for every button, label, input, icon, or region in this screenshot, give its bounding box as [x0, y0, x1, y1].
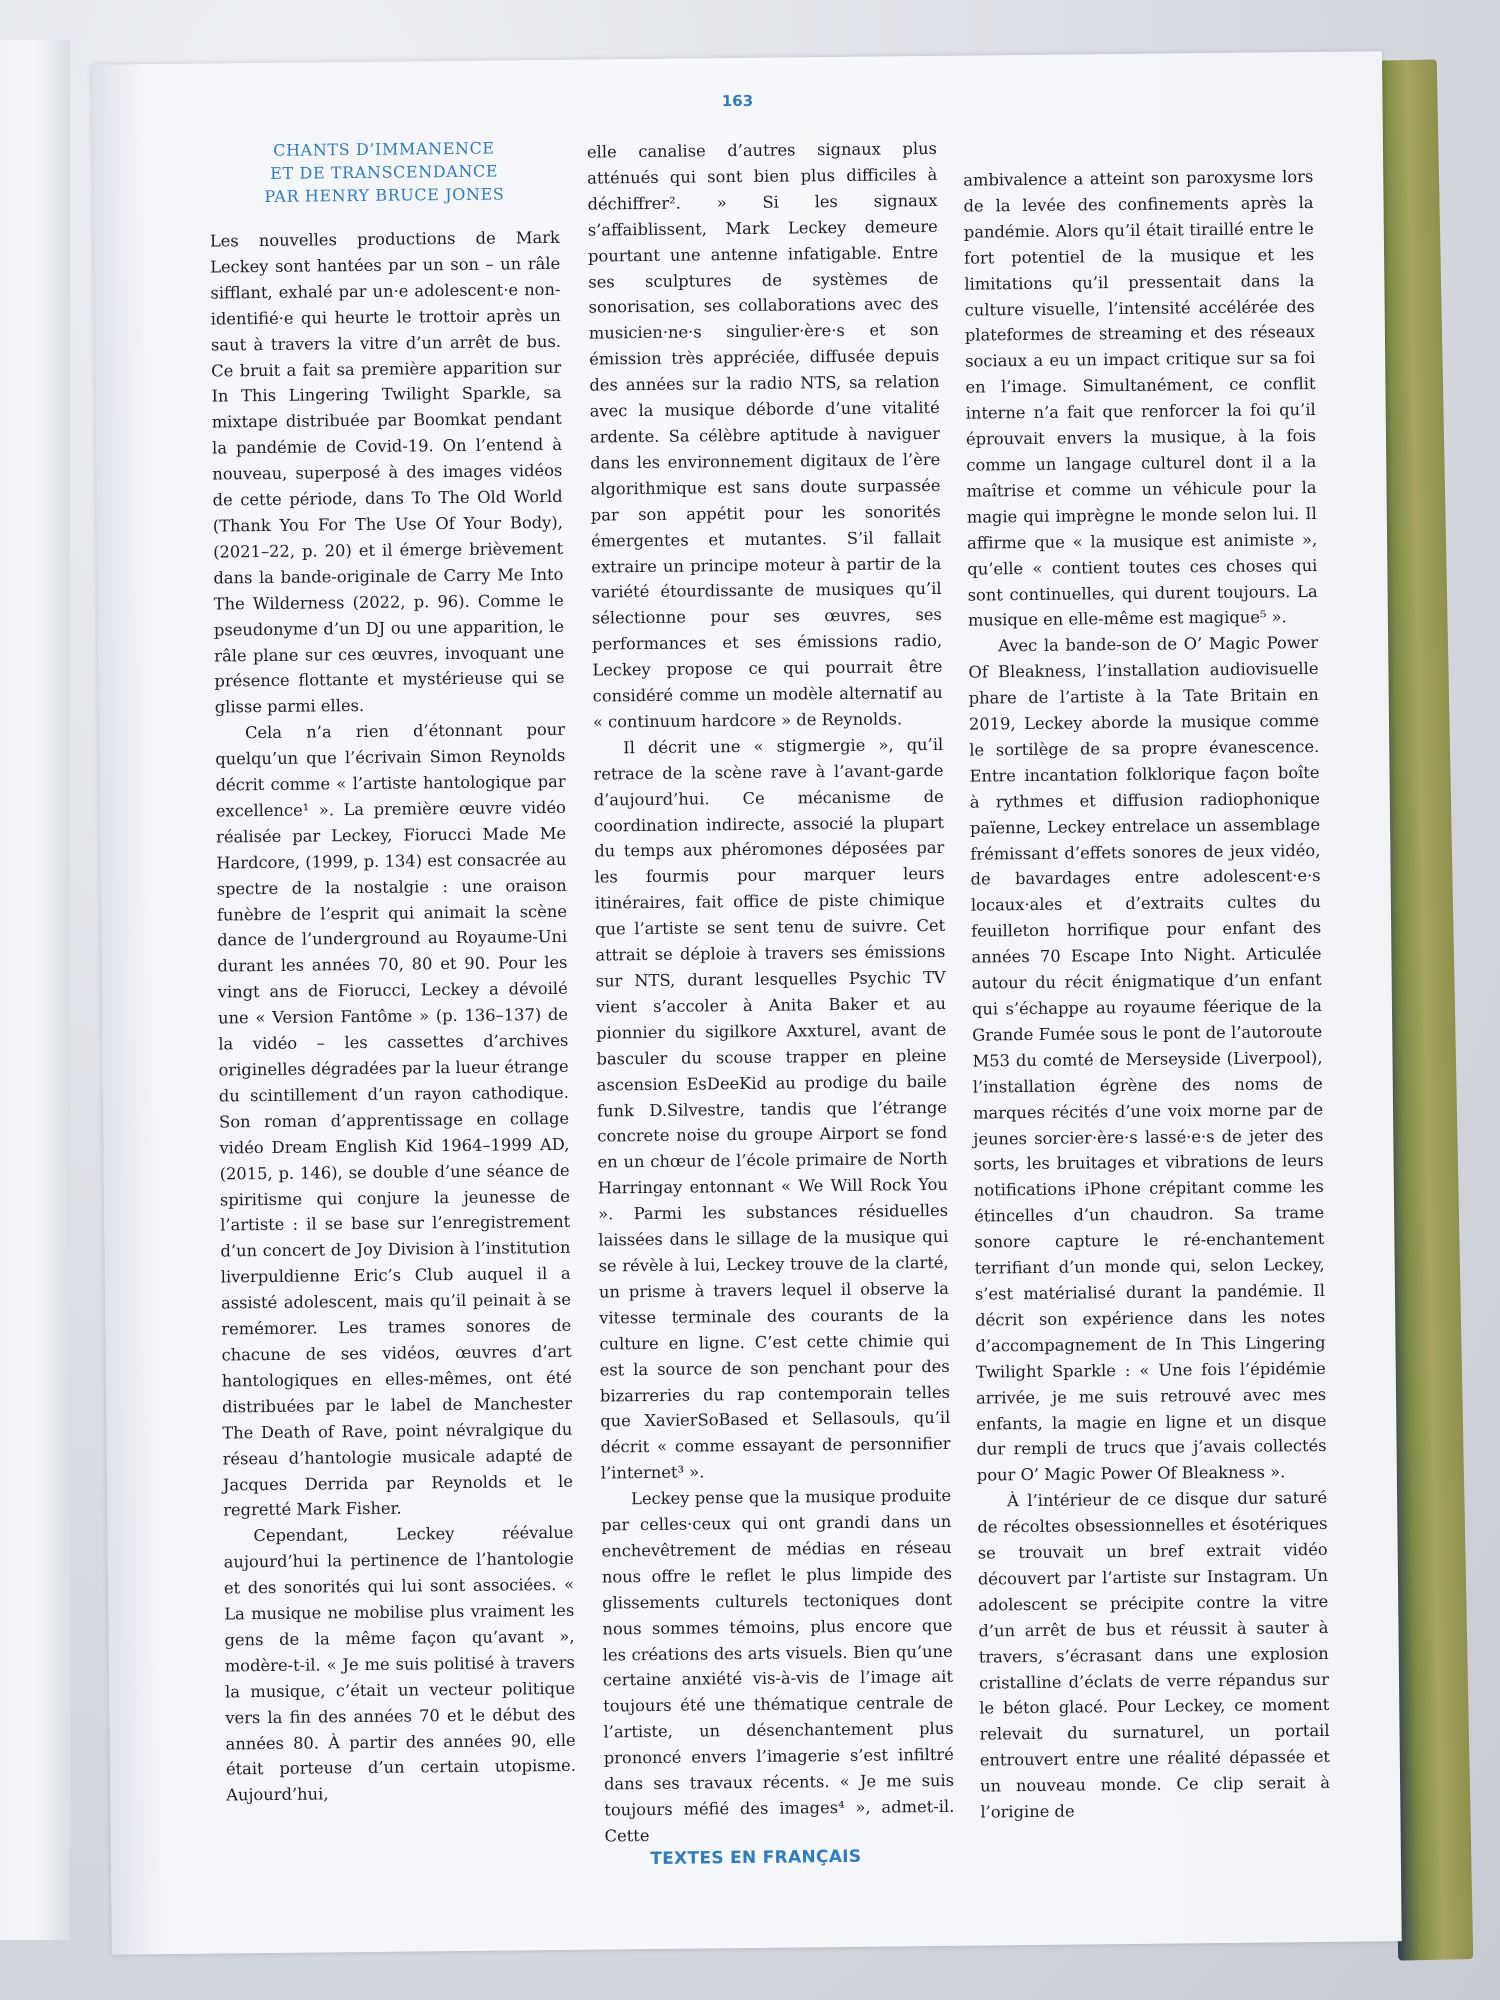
heading-line-2: ET DE TRANSCENDANCE — [270, 161, 499, 183]
paragraph: elle canalise d’autres signaux plus atténués qui sont bien plus difficiles à déchiffrer². » Si les signaux s’affaiblissent, Mark Leckey demeure pourtant une antenne infatigable. Entre ses sculptures de systèmes de sonorisation, ses collaborations avec des musicien·ne·s singulier·ère·s et son émission très appréciée, diffusée depuis des années sur la radio NTS, sa relation avec la musique déborde d’une vitalité ardente. Sa célèbre aptitude à naviguer dans les environnement digitaux de l’ère algorithmique est sans doute surpassée par son appétit pour les sonorités émergentes et mutantes. S’il fallait extraire un principe moteur à partir de la variété étourdissante de musiques qu’il sélectionne pour ses œuvres, ses performances et ses émissions radio, Leckey propose ce qui pourrait être considéré comme un modèle alternatif au « continuum hardcore » de Reynolds. — [586, 138, 943, 732]
paragraph: Il décrit une « stigmergie », qu’il retrace de la scène rave à l’avant-garde d’aujourd’hui. Ce mécanisme de coordination indirecte, associé la plupart du temps aux phéromones déposées par les fourmis pour marquer leurs itinéraires, fait office de piste chimique que l’artiste se sent tenu de suivre. Cet attrait se déploie à travers ses émissions sur NTS, durant lesquelles Psychic TV vient s’accoler à Anita Baker et au pionnier du sigilkore Axxturel, avant de basculer du scouse trapper en pleine ascension EsDeeKid au prodige du baile funk D.Silvestre, tandis que l’étrange concrete noise du groupe Airport se fond en un chœur de l’école primaire de North Harringay entonnant « We Will Rock You ». Parmi les substances résiduelles laissées dans le sillage de la musique qui se révèle à lui, Leckey trouve de la clarté, un prisme à travers lequel il observe la vitesse terminale des courants de la culture en ligne. C’est cette chimie qui est la source de son penchant pour des bizarreries du rap contemporain telles que XavierSoBased et Sellasouls, qu’il décrit « comme essayant de personnifier l’internet³ ». — [593, 734, 951, 1483]
paragraph: Les nouvelles productions de Mark Leckey sont hantées par un son – un râle sifflant, exhalé par un·e adolescent·e non-identifié·e qui heurte le trottoir après un saut à travers la vitre d’un arrêt de bus. Ce bruit a fait sa première apparition sur In This Lingering Twilight Sparkle, sa mixtape distribuée par Boomkat pendant la pandémie de Covid-19. On l’entend à nouveau, superposé à des images vidéos de cette période, dans To The Old World (Thank You For The Use Of Your Body), (2021–22, p. 20) et il émerge brièvement dans la bande-originale de Carry Me Into The Wilderness (2022, p. 96). Comme le pseudonyme d’un DJ ou une apparition, le râle plane sur ces œuvres, invoquant une présence flottante et mystérieuse qui se glisse parmi elles. — [209, 227, 565, 717]
paragraph: Cependant, Leckey réévalue aujourd’hui la pertinence de l’hantologie et des sonorités qui lui sont associées. « La musique ne mobilise plus vraiment les gens de la même façon qu’avant », modère-t-il. « Je me suis politisé à travers la musique, c’était un vecteur politique vers la fin des années 70 et le début des années 80. À partir des années 90, elle était porteuse d’un certain utopisme. Aujourd’hui, — [223, 1523, 576, 1805]
page-number: 163 — [721, 91, 754, 111]
text-column-1 — [209, 136, 576, 1809]
paragraph: Leckey pense que la musique produite par celles·ceux qui ont grandi dans un enchevêtrement de médias en réseau nous offre le reflet le plus limpide des glissements culturels tectoniques dont nous sommes témoins, plus encore que les créations des arts visuels. Bien qu’une certaine anxiété vis-à-vis de l’image ait toujours été une thématique centrale de l’artiste, un désenchantement plus prononcé envers l’imagerie s’est infiltré dans ses travaux récents. « Je me suis toujours méfié des images⁴ », admet-il. Cette — [601, 1485, 955, 1846]
paragraph: ambivalence a atteint son paroxysme lors de la levée des confinements après la pandémie. Alors qu’il était tiraillé entre le fort potentiel de la musique et les limitations qu’il pressentait dans la culture visuelle, l’intensité accélérée des plateformes de streaming et des réseaux sociaux a eu un impact critique sur sa foi en l’image. Simultanément, ce conflit interne n’a fait que renforcer la foi qu’il éprouvait envers la musique, à la fois comme un langage culturel dont il a la maîtrise et comme un véhicule pour la magie qui imprègne le monde selon lui. Il affirme que « la musique est animiste », qu’elle « contient toutes ces choses qui sont continuelles, qui durent toujours. La musique en elle-même est magique⁵ ». — [963, 166, 1318, 631]
paragraph: Avec la bande-son de O’ Magic Power Of Bleakness, l’installation audiovisuelle phare de l’artiste à la Tate Britain en 2019, Leckey aborde la musique comme le sortilège de sa propre évanescence. Entre incantation folklorique façon boîte à rythmes et diffusion radiophonique païenne, Leckey entrelace un assemblage frémissant d’effets sonores de jeux vidéo, de bavardages entre adolescent·e·s locaux·ales et d’extraits cultes du feuilleton horrifique pour enfant des années 70 Escape Into Night. Articulée autour du récit énigmatique d’un enfant qui s’échappe au royaume féerique de la Grande Fumée sous le pont de l’autoroute M53 du comté de Merseyside (Liverpool), l’installation égrène des noms de marques récités d’une voix morne par de jeunes sorcier·ère·s lassé·e·s de jeter des sorts, les bruitages et vibrations de leurs notifications iPhone crépitant comme les étincelles d’un chaudron. Sa trame sonore capture le ré-enchantement terrifiant d’un monde qui, selon Leckey, s’est matérialisé durant la pandémie. Il décrit son expérience dans les notes d’accompagnement de In This Lingering Twilight Sparkle : « Une fois l’épidémie arrivée, je me suis retrouvé avec mes enfants, la magie en ligne et un disque dur rempli de trucs que j’avais collectés pour O’ Magic Power Of Bleakness ». — [968, 633, 1327, 1485]
paragraph: Cela n’a rien d’étonnant pour quelqu’un que l’écrivain Simon Reynolds décrit comme « l’artiste hantologique par excellence¹ ». La première œuvre vidéo réalisée par Leckey, Fiorucci Made Me Hardcore, (1999, p. 134) est consacrée au spectre de la nostalgie : une oraison funèbre de l’esprit qui animait la scène dance de l’underground au Royaume-Uni durant les années 70, 80 et 90. Pour les vingt ans de Fiorucci, Leckey a dévoilé une « Version Fantôme » (p. 136–137) de la vidéo – les cassettes d’archives originelles dégradées par la lueur étrange du scintillement d’un rayon cathodique. Son roman d’apprentissage en collage vidéo Dream English Kid 1964–1999 AD, (2015, p. 146), se double d’une séance de spiritisme qui conjure la jeunesse de l’artiste : il se base sur l’enregistrement d’un concert de Joy Division à l’institution liverpuldienne Eric’s Club auquel il a assisté adolescent, mais qu’il peinait à se remémorer. Les trames sonores de chacune de ses vidéos, œuvres d’art hantologiques en elles-mêmes, ont été distribuées par le label de Manchester The Death of Rave, point névralgique du réseau d’hantologie musicale adapté de Jacques Derrida par Reynolds et le regretté Mark Fisher. — [215, 720, 573, 1520]
paragraph: À l’intérieur de ce disque dur saturé de récoltes obsessionnelles et ésotériques se trouvait un bref extrait vidéo découvert par l’artiste sur Instagram. Un adolescent se précipite contre la vitre d’un arrêt de bus et réussit à sauter à travers, s’écrasant dans une explosion cristalline d’éclats de verre répandus sur le béton glacé. Pour Leckey, ce moment relevait du surnaturel, un portail entrouvert entre une réalité dépassée et un nouveau monde. Ce clip serait à l’origine de — [977, 1488, 1331, 1822]
heading-line-1: CHANTS D’IMMANENCE — [273, 138, 495, 160]
page-footer: TEXTES EN FRANÇAIS — [650, 1846, 862, 1870]
facing-page-edge — [0, 40, 70, 1940]
text-column-2 — [587, 136, 955, 1849]
heading-author-line: PAR HENRY BRUCE JONES — [264, 184, 505, 206]
text-column-3 — [963, 164, 1330, 1826]
book-page — [92, 51, 1402, 1954]
article-heading — [209, 136, 560, 209]
